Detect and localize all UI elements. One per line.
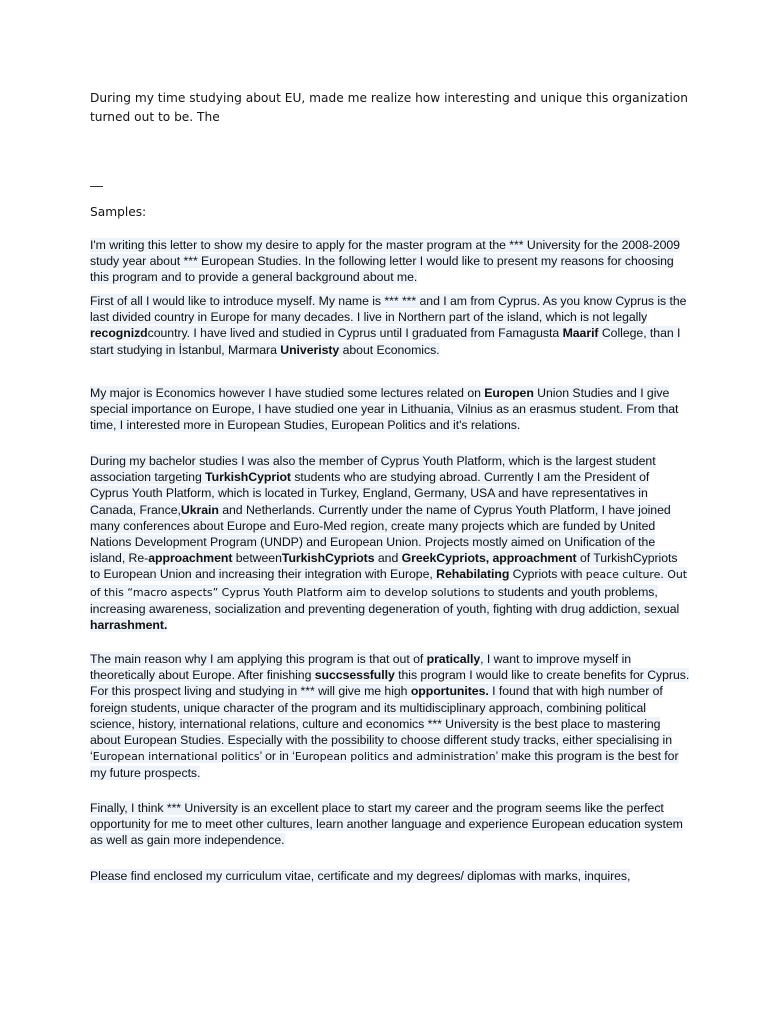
p5-text-f: ’ or in ‘ <box>259 749 295 764</box>
p4-bold-5: GreekCypriots, approachment <box>401 551 577 566</box>
p4-text-f: and <box>374 551 402 566</box>
p5-bold-2: succsessfully <box>314 668 395 683</box>
p3-bold-1: Europen <box>484 386 534 400</box>
p5-text-c: , I want to improve myself in theoretically about Europe. After finishing <box>90 652 632 683</box>
p5-text-e: I found that with high number of foreign students, unique character of the program and its multidisciplinary approach, combining political science, history, international relations, culture and economics *** University is the best place to mastering about European Studies. Especially with the possibility to choose different study tracks, either specialising in ‘ <box>90 684 673 764</box>
p4-text-i: students and youth problems, increasing awareness, socialization and preventing degeneration of youth, fighting with drug addiction, sexual <box>90 584 680 616</box>
intro-paragraph: During my time studying about EU, made me realize how interesting and unique this organization turned out to be. The <box>90 91 688 124</box>
p4-bold-3: approachment <box>148 551 233 566</box>
p5-bold-3: opportunites. <box>410 684 489 699</box>
paragraph-3 <box>90 385 690 434</box>
samples-heading: Samples: <box>90 205 147 219</box>
p5-text-g: ’ make this program is the best for my future prospects. <box>90 749 679 781</box>
p3-text-a: My major is Economics however I have studied some lectures related on <box>90 386 485 400</box>
p1-text: I'm writing this letter to show my desire to apply for the master program at the *** University for the 2008-2009 study year about *** European Studies. In the following letter I would like to present my reasons for choosing this program and to provide a general background about me. <box>90 238 680 285</box>
p4-text-g: of TurkishCypriots to European Union and increasing their integration with Europe, <box>90 551 678 582</box>
p4-text-c: students who are studying abroad. Currently I am the President of Cyprus Youth Platform, which is located in Turkey, England, Germany, USA and have representatives in Canada, France, <box>90 470 650 517</box>
paragraph-2 <box>90 293 690 358</box>
paragraph-7 <box>90 868 690 884</box>
p2-bold-3: Univeristy <box>280 342 340 357</box>
p2-text-e: about Economics. <box>339 342 440 357</box>
p6-text: Finally, I think *** University is an excellent place to start my career and the program seems like the perfect opportunity for me to meet other cultures, learn another language and experience European education system as well as gain more independence. <box>90 801 683 848</box>
p4-bold-1: TurkishCypriot <box>205 470 291 485</box>
p5-alt-font-1: European international politics <box>92 750 260 764</box>
p2-text-a: First of all I would like to introduce myself. My name is *** *** and I am from Cyprus. As you know Cyprus is the last divided country in Europe for many decades. I live in Northern part of the island, which is not legally <box>90 294 687 325</box>
paragraph-4 <box>90 453 690 633</box>
p4-bold-2: Ukrain <box>180 502 219 517</box>
p5-text-a: The main reason why I am applying this program is that out of <box>90 652 427 666</box>
p2-bold-1: recognizd <box>90 326 148 341</box>
p2-text-d: College, than I start studying in İstanbul, Marmara <box>90 326 681 357</box>
p2-text-c: country. I have lived and studied in Cyprus until I graduated from Famagusta <box>147 326 563 341</box>
separator-dash: — <box>90 178 103 193</box>
p4-bold-4: TurkishCypriots <box>281 551 375 566</box>
paragraph-1 <box>90 237 690 286</box>
p4-alt-font-text: peace culture. Out of this “macro aspects” Cyprus Youth Platform aim to develop solutions to <box>90 568 688 599</box>
p5-alt-font-2: European politics and administration <box>294 750 496 764</box>
p7-text: Please find enclosed my curriculum vitae, certificate and my degrees/ diplomas with marks, inquires, <box>90 869 631 883</box>
p4-text-e: between <box>232 551 282 566</box>
p4-bold-6: Rehabilating <box>436 567 510 582</box>
p5-text-d: this program I would like to create benefits for Cyprus. For this prospect living and studying in *** will give me high <box>90 668 690 699</box>
p5-bold-1: pratically <box>426 652 481 666</box>
p4-bold-7: harrashment. <box>90 618 168 633</box>
paragraph-5 <box>90 651 690 782</box>
p2-bold-2: Maarif <box>562 326 599 341</box>
p4-text-a: During my bachelor studies I was also the member of Cyprus Youth Platform, which is the largest student association targeting <box>90 454 656 485</box>
p4-text-h: Cypriots with <box>509 567 586 582</box>
p3-text-c: Union Studies and I give special importance on Europe, I have studied one year in Lithuania, Vilnius as an erasmus student. From that time, I interested more in European Studies, European Politics and it's relations. <box>90 386 679 433</box>
p4-text-d: and Netherlands. Currently under the name of Cyprus Youth Platform, I have joined many conferences about Europe and Euro-Med region, create many projects which are funded by United Nations Development Program (UNDP) and European Union. Projects mostly aimed on Unification of the island, Re- <box>90 502 671 566</box>
paragraph-6 <box>90 800 690 849</box>
